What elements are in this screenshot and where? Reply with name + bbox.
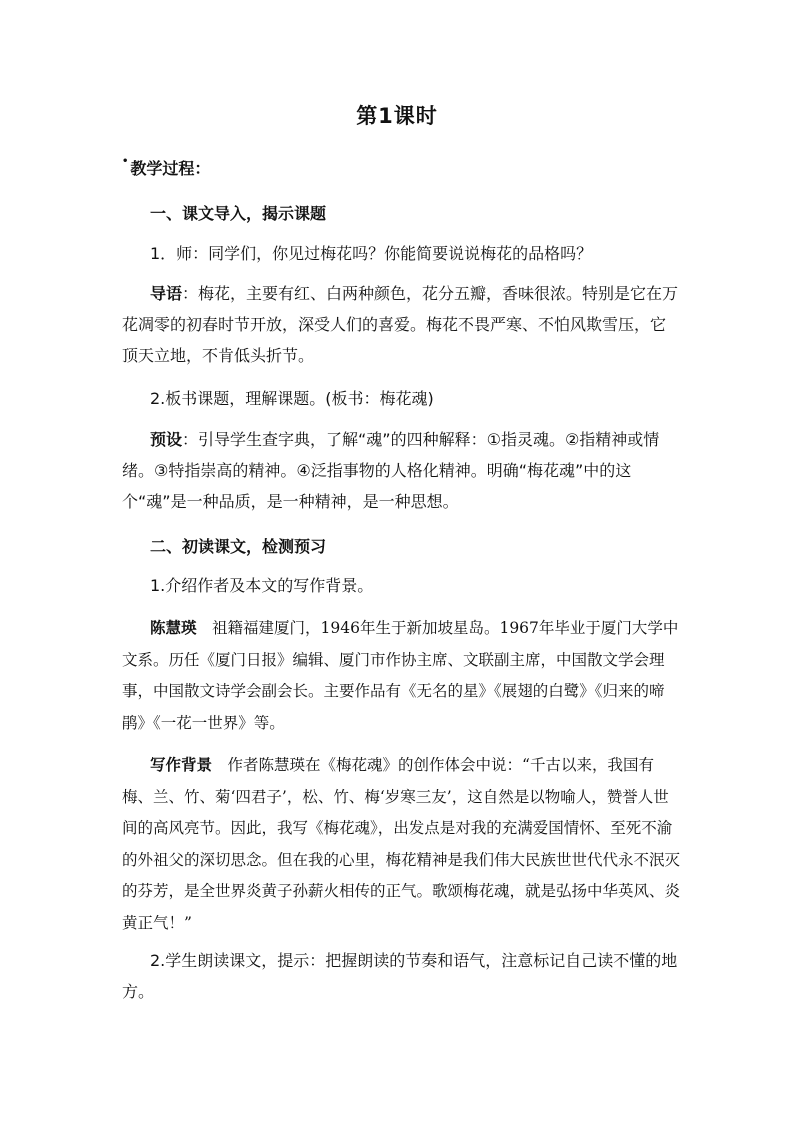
preset-label: 预设 [150, 430, 183, 449]
background-label: 写作背景 [150, 755, 213, 774]
author-label: 陈慧瑛 [150, 618, 197, 637]
question-4-paragraph [122, 945, 680, 1007]
section-heading-text: 教学过程： [130, 159, 211, 178]
question-4: 2.学生朗读课文，提示：把握朗读的节奏和语气，注意标记自己读不懂的地方。 [122, 951, 678, 1001]
background-text: 作者陈慧瑛在《梅花魂》的创作体会中说：“千古以来，我国有梅、兰、竹、菊‘四君子’，松、竹、梅‘岁寒三友’，这自然是以物喻人，赞誉人世间的高风亮节。因此，我写《梅花魂》，出发点是对我的充满爱国情怀、至死不渝的外祖父的深切思念。但在我的心里，梅花精神是我们伟大民族世世代代永不泯灭的芬芳，是全世界炎黄子孙薪火相传的正气。歌颂梅花魂，就是弘扬中华英风、炎黄正气！” [122, 756, 681, 932]
author-text: 祖籍福建厦门，1946年生于新加坡星岛。1967年毕业于厦门大学中文系。历任《厦门日报》编辑、厦门市作协主席、文联副主席，中国散文学会理事，中国散文诗学会副会长。主要作品有《无名的星》《展翅的白鹭》《归来的啼鹃》《一花一世界》等。 [122, 619, 679, 732]
question-1: 1．师：同学们，你见过梅花吗？你能简要说说梅花的品格吗？ [150, 244, 593, 263]
part1-heading: 一、课文导入，揭示课题 [150, 204, 327, 223]
page-title: 第1课时 [356, 104, 438, 128]
guide-text: ：梅花，主要有红、白两种颜色，花分五瓣，香味很浓。特别是它在万花凋零的初春时节开放，深受人们的喜爱。梅花不畏严寒、不怕风欺雪压，它顶天立地，不肯低头折节。 [122, 284, 679, 365]
question-2: 2.板书课题，理解课题。(板书：梅花魂) [150, 389, 434, 408]
preset-paragraph [122, 424, 680, 517]
background-paragraph [122, 749, 680, 939]
author-paragraph [122, 612, 680, 739]
guide-label: 导语 [150, 284, 183, 303]
question-3: 1.介绍作者及本文的写作背景。 [150, 576, 374, 595]
part2-heading: 二、初读课文，检测预习 [150, 537, 327, 556]
bullet-dot: • [122, 156, 129, 167]
preset-text: ：引导学生查字典，了解“魂”的四种解释：①指灵魂。②指精神或情绪。③特指崇高的精神。④泛指事物的人格化精神。明确“梅花魂”中的这个“魂”是一种品质，是一种精神，是一种思想。 [122, 430, 660, 511]
section-heading [122, 156, 210, 179]
guide-paragraph [122, 278, 680, 371]
